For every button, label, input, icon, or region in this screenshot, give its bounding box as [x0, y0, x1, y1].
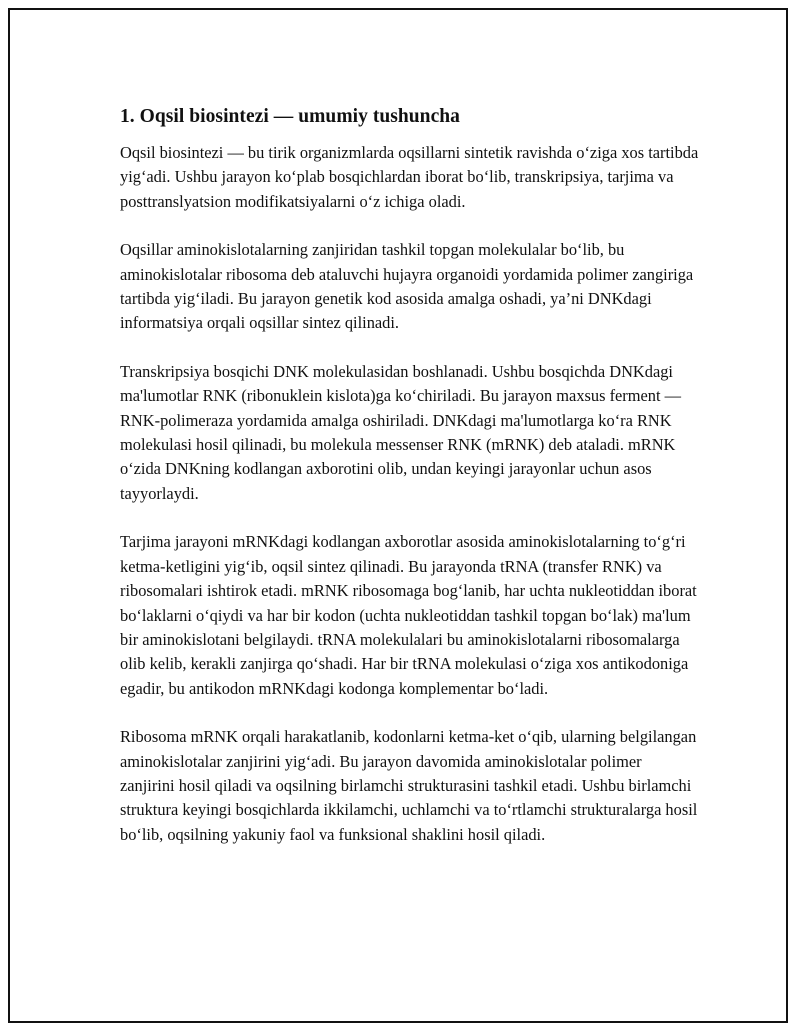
paragraph-transcription: Transkripsiya bosqichi DNK molekulasidan boshlanadi. Ushbu bosqichda DNKdagi ma'lumotlar RNK (ribonuklein kislota)ga ko‘chiriladi. Bu jarayon maxsus ferment — RNK-polimeraza yordamida amalga oshiriladi. DNKdagi ma'lumotlarga ko‘ra RNK molekulasi hosil qilinadi, bu molekula messenser RNK (mRNK) deb ataladi. mRNK o‘zida DNKning kodlangan axborotini olib, undan keyingi jarayonlar uchun asos tayyorlaydi. [120, 361, 682, 503]
paragraph-ribosome: Ribosoma mRNK orqali harakatlanib, kodonlarni ketma-ket o‘qib, ularning belgilangan aminokislotalar zanjirini yig‘adi. Bu jarayon davomida aminokislotalar polimer zanjirini hosil qiladi va oqsilning birlamchi strukturasini tashkil etadi. Ushbu birlamchi struktura keyingi bosqichlarda ikkilamchi, uchlamchi va to‘rtlamchi strukturalarga hosil bo‘lib, oqsilning yakuniy faol va funksional shaklini hosil qiladi. [120, 727, 698, 844]
paragraph-translation: Tarjima jarayoni mRNKdagi kodlangan axborotlar asosida aminokislotalarning to‘g‘ri ketma-ketligini yig‘ib, oqsil sintez qilinadi. Bu jarayonda tRNA (transfer RNK) va ribosomalari ishtirok etadi. mRNK ribosomaga bog‘lanib, har uchta nukleotiddan iborat bo‘laklarni o‘qiydi va har bir kodon (uchta nukleotiddan tashkil topgan bo‘lak) ma'lum bir aminokislotani belgilaydi. tRNA molekulalari bu aminokislotalarni ribosomalarga olib kelib, kerakli zanjirga qo‘shadi. Har bir tRNA molekulasi o‘ziga xos antikodoniga egadir, bu antikodon mRNKdagi kodonga komplementar bo‘ladi. [120, 532, 697, 698]
paragraph-aminoacids: Oqsillar aminokislotalarning zanjiridan tashkil topgan molekulalar bo‘lib, bu aminokislotalar ribosoma deb ataluvchi hujayra organoidi yordamida polimer zangiriga tartibda yig‘iladi. Bu jarayon genetik kod asosida amalga oshadi, ya’ni DNKdagi informatsiya orqali oqsillar sintez qilinadi. [120, 240, 694, 333]
paragraph-intro: Oqsil biosintezi — bu tirik organizmlarda oqsillarni sintetik ravishda o‘ziga xos tartibda yig‘adi. Ushbu jarayon ko‘plab bosqichlardan iborat bo‘lib, transkripsiya, tarjima va posttranslyatsion modifikatsiyalarni o‘z ichiga oladi. [120, 143, 699, 211]
page-frame [8, 8, 788, 1023]
section-heading: 1. Oqsil biosintezi — umumiy tushuncha [120, 106, 460, 127]
document-content [120, 104, 700, 847]
